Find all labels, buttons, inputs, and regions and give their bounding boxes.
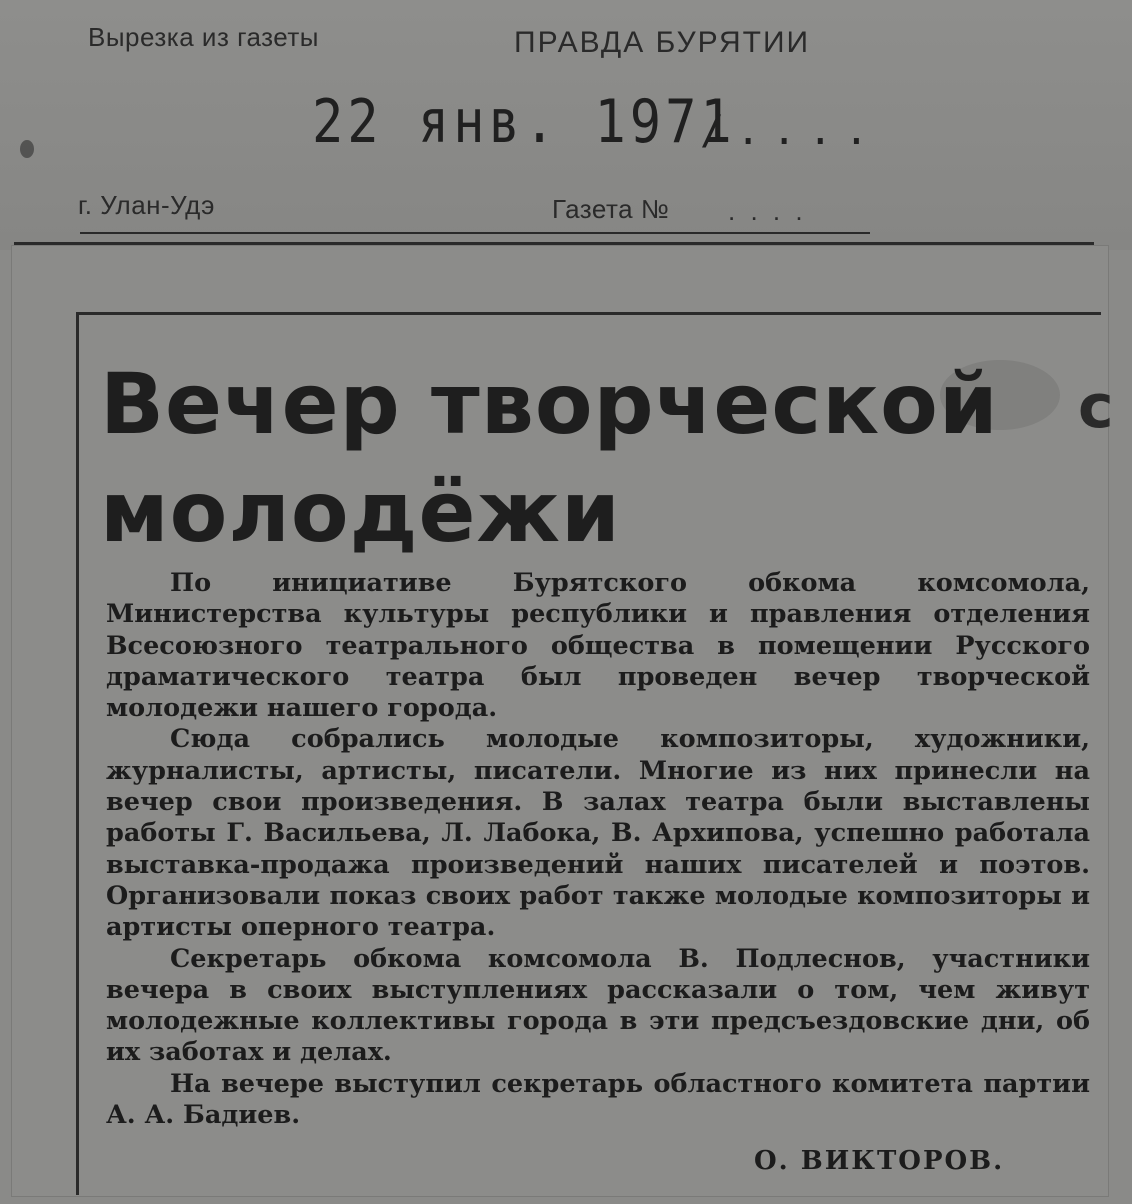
headline-line-2: молодёжи [100, 463, 621, 561]
paragraph-3: Секретарь обкома комсомола В. Подлеснов, участники вечера в своих выступлениях рассказали о том, чем живут молодежные коллективы города в эти предсъездовские дни, об их заботах и делах. [106, 943, 1090, 1068]
header-underline [80, 232, 870, 234]
issue-dots: . . . . [728, 196, 807, 226]
cut-off-letter: с [1078, 372, 1114, 442]
article-body [106, 568, 1090, 1131]
paragraph-4: На вечере выступил секретарь областного комитета партии А. А. Бадиев. [106, 1068, 1090, 1131]
city-label: г. Улан-Удэ [78, 190, 215, 220]
paragraph-1: По инициативе Бурятского обкома комсомола, Министерства культуры республики и правления отделения Всесоюзного театрального общества в помещении Русского драматического театра был проведен вечер творческой молодежи нашего города. [106, 568, 1090, 724]
author-signature: О. ВИКТОРОВ. [754, 1146, 1005, 1176]
newspaper-name: ПРАВДА БУРЯТИИ [514, 26, 811, 59]
stamp-date: 22 янв. 1971 [312, 88, 736, 157]
article-headline [100, 350, 1080, 566]
headline-line-1: Вечер творческой [100, 355, 999, 453]
ink-speck [20, 140, 34, 158]
header-bottom-rule [14, 242, 1094, 245]
issue-label: Газета № [552, 194, 670, 224]
stamp-trailing: /.... [700, 108, 881, 154]
paragraph-2: Сюда собрались молодые композиторы, художники, журналисты, артисты, писатели. Многие из них принесли на вечер свои произведения. В залах театра были выставлены работы Г. Васильева, Л. Лабока, В. Архипова, успешно работала выставка-продажа произведений наших писателей и поэтов. Организовали показ своих работ также молодые композиторы и артисты оперного театра. [106, 724, 1090, 943]
clipping-header-slip [0, 0, 1132, 250]
clipping-label: Вырезка из газеты [88, 22, 319, 52]
